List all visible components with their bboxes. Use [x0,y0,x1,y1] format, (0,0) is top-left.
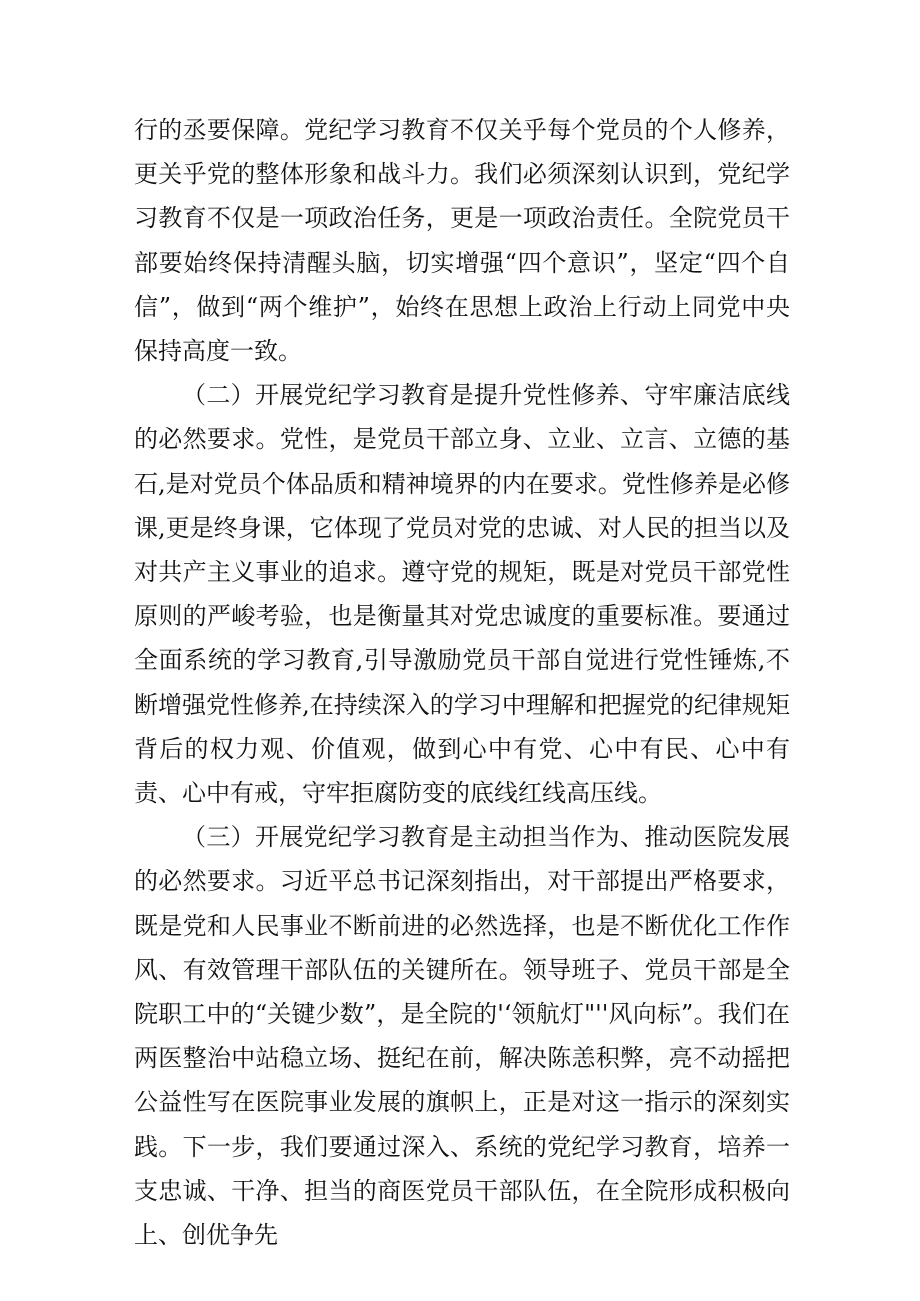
paragraph-1: 行的丞要保障。党纪学习教育不仅关乎每个党员的个人修养，更关乎党的整体形象和战斗力。我们必须深刻认识到，党纪学习教育不仅是一项政治任务，更是一项政治责任。全院党员干部要始终保持清醒头脑，切实增强“四个意识”，坚定“四个自信”，做到“两个维护”，始终在思想上政治上行动上同党中央保持高度一致。 [134,116,790,366]
document-body [134,108,790,1257]
paragraph-2: （二）开展党纪学习教育是提升党性修养、守牢廉洁底线的必然要求。党性，是党员干部立身、立业、立言、立德的基石,是对党员个体品质和精神境界的内在要求。党性修养是必修课,更是终身课，它体现了党员对党的忠诚、对人民的担当以及对共产主义事业的追求。遵守党的规矩，既是对党员干部党性原则的严峻考验，也是衡量其对党忠诚度的重要标准。要通过全面系统的学习教育,引导激励党员干部自觉进行党性锤炼,不断增强党性修养,在持续深入的学习中理解和把握党的纪律规矩背后的权力观、价值观，做到心中有党、心中有民、心中有责、心中有戒，守牢拒腐防变的底线红线高压线。 [134,381,790,808]
paragraph-3: （三）开展党纪学习教育是主动担当作为、推动医院发展的必然要求。习近平总书记深刻指出，对干部提出严格要求，既是党和人民事业不断前进的必然选择，也是不断优化工作作风、有效管理干部队伍的关键所在。领导班子、党员干部是全院职工中的“关键少数”，是全院的'‘领航灯"''风向标”。我们在两医整治中站稳立场、挺纪在前，解决陈恙积弊，亮不动摇把公益性写在医院事业发展的旗帜上，正是对这一指示的深刻实践。下一步，我们要通过深入、系统的党纪学习教育，培养一支忠诚、干净、担当的商医党员干部队伍，在全院形成积极向上、创优争先 [134,823,790,1250]
